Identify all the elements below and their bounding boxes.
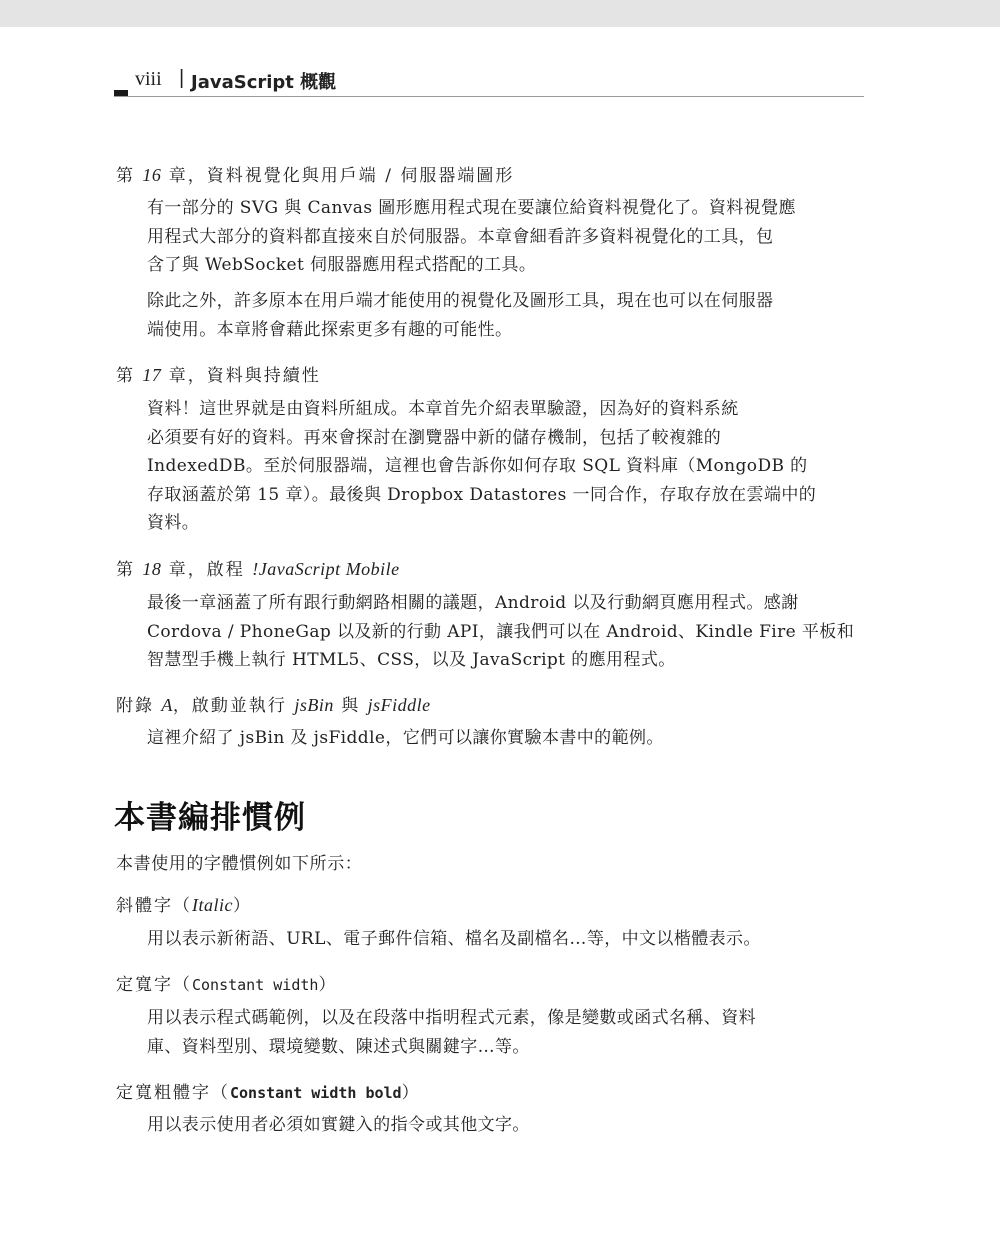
chapter-number: 18 [142, 559, 162, 579]
chapter-16-paragraph-1 [147, 194, 865, 280]
heading-conjunction: 與 [333, 696, 368, 716]
text-line: 有一部分的 SVG 與 Canvas 圖形應用程式現在要讓位給資料視覺化了。資料視覺應 [147, 198, 796, 218]
convention-label: 斜體字（ [116, 896, 192, 916]
chapter-18-heading [116, 555, 400, 580]
convention-sample-mono: Constant width [192, 976, 319, 994]
chapter-16-heading [116, 161, 514, 186]
running-header [114, 64, 864, 97]
heading-prefix: 第 [116, 560, 143, 580]
book-title: JavaScript 概觀 [191, 72, 337, 93]
heading-prefix: 附錄 [116, 696, 162, 716]
text-line: Cordova / PhoneGap 以及新的行動 API，讓我們可以在 Android、Kindle Fire 平板和 [147, 621, 855, 642]
text-line: 用以表示程式碼範例，以及在段落中指明程式元素，像是變數或函式名稱、資料 [147, 1008, 756, 1028]
convention-label: 定寬字（ [116, 975, 192, 995]
convention-sample-mono-bold: Constant width bold [230, 1084, 402, 1102]
chapter-17-paragraph-1 [147, 395, 865, 538]
conventions-intro: 本書使用的字體慣例如下所示： [116, 854, 363, 874]
convention-italic-heading [116, 891, 252, 916]
top-margin-band [0, 0, 1000, 27]
text-line: 用程式大部分的資料都直接來自於伺服器。本章會細看許多資料視覺化的工具，包 [147, 226, 774, 247]
text-line: 智慧型手機上執行 HTML5、CSS，以及 JavaScript 的應用程式。 [147, 650, 676, 670]
text-line: 最後一章涵蓋了所有跟行動網路相關的議題，Android 以及行動網頁應用程式。感謝 [147, 593, 799, 613]
chapter-16-paragraph-2 [147, 287, 865, 344]
heading-prefix: 第 [116, 366, 143, 386]
convention-sample-italic: Italic [192, 895, 233, 915]
convention-constant-width-bold-desc [147, 1111, 865, 1140]
text-line: 資料。 [147, 513, 200, 533]
heading-italic-jsfiddle: jsFiddle [367, 695, 431, 715]
heading-italic-jsbin: jsBin [294, 695, 334, 715]
heading-title: 章，資料視覺化與用戶端 / 伺服器端圖形 [161, 166, 515, 186]
appendix-a-heading [116, 691, 431, 716]
heading-prefix: 第 [116, 166, 143, 186]
heading-title: 章，資料與持續性 [161, 366, 321, 386]
convention-close: ） [401, 1083, 421, 1103]
text-line: 存取涵蓋於第 15 章）。最後與 Dropbox Datastores 一同合作，存取存放在雲端中的 [147, 484, 817, 505]
appendix-letter: A [161, 695, 173, 715]
text-line: 含了與 WebSocket 伺服器應用程式搭配的工具。 [147, 255, 537, 275]
text-line: 必須要有好的資料。再來會探討在瀏覽器中新的儲存機制，包括了較複雜的 [147, 427, 722, 448]
header-marker [114, 90, 128, 96]
convention-close: ） [318, 975, 338, 995]
heading-title: 章，啟程 [161, 560, 253, 580]
section-title: 本書編排慣例 [114, 800, 306, 836]
chapter-number: 17 [142, 365, 162, 385]
chapter-17-heading [116, 361, 321, 386]
convention-italic-desc [147, 925, 865, 954]
text-line: 除此之外，許多原本在用戶端才能使用的視覺化及圖形工具，現在也可以在伺服器 [147, 291, 774, 311]
text-line: 資料！這世界就是由資料所組成。本章首先介紹表單驗證，因為好的資料系統 [147, 399, 739, 419]
convention-close: ） [233, 896, 252, 916]
page-number: viii [135, 68, 162, 90]
convention-constant-width-desc [147, 1004, 865, 1061]
appendix-a-paragraph-1 [147, 724, 865, 753]
text-line: 用以表示使用者必須如實鍵入的指令或其他文字。 [147, 1115, 530, 1135]
convention-label: 定寬粗體字（ [116, 1083, 230, 1103]
chapter-number: 16 [142, 165, 162, 185]
text-line: 用以表示新術語、URL、電子郵件信箱、檔名及副檔名…等，中文以楷體表示。 [147, 929, 761, 949]
text-line: 這裡介紹了 jsBin 及 jsFiddle，它們可以讓你實驗本書中的範例。 [147, 728, 664, 748]
text-line: 庫、資料型別、環境變數、陳述式與關鍵字…等。 [147, 1036, 530, 1057]
text-line: IndexedDB。至於伺服器端，這裡也會告訴你如何存取 SQL 資料庫（MongoDB 的 [147, 456, 808, 476]
chapter-18-paragraph-1 [147, 589, 865, 675]
convention-constant-width-bold-heading [116, 1078, 421, 1103]
text-line: 端使用。本章將會藉此探索更多有趣的可能性。 [147, 319, 513, 340]
convention-constant-width-heading [116, 970, 337, 995]
heading-italic-title: !JavaScript Mobile [252, 559, 400, 579]
heading-title: ，啟動並執行 [172, 696, 295, 716]
header-separator: | [179, 67, 185, 89]
